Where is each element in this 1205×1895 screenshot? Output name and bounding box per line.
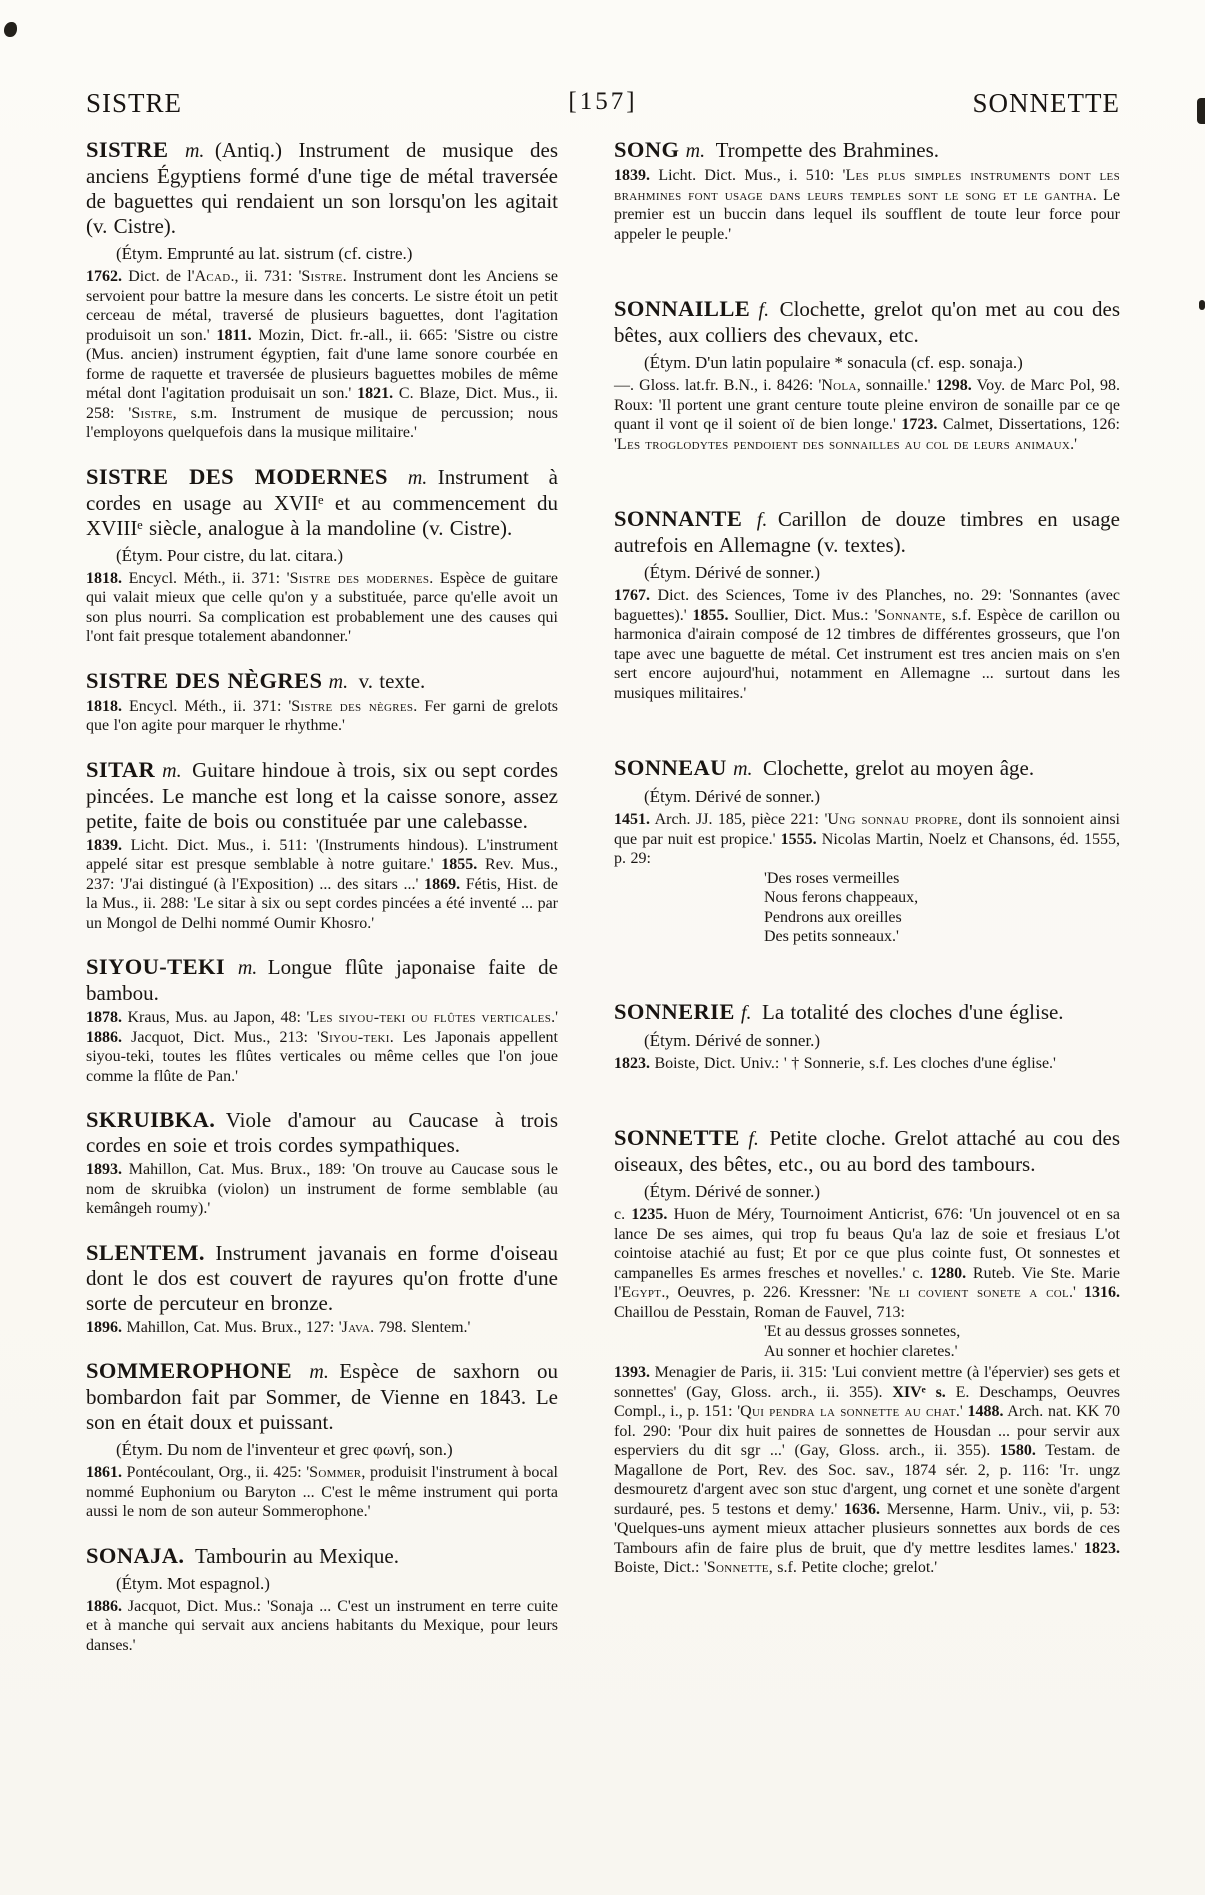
entry-headword: SONNEAU [614,755,727,780]
entry-definition [86,1358,558,1435]
entry-headword: SONNAILLE [614,296,751,321]
verse-line: 'Et au dessus grosses sonnetes, [764,1323,961,1340]
entry-definition-text: Longue flûte japonaise faite de bambou. [86,955,559,1005]
entry-pos: m. [162,759,182,782]
entry-pos: m. [407,466,428,489]
entry-pos: m. [685,140,706,162]
entry-citations: 1893. Mahillon, Cat. Mus. Brux., 189: 'On trouve au Caucase sous le nom de skruibka (violon) un instrument de forme semblable (au kemângeh roumy).' [86,1161,558,1217]
entry-headword: SISTRE [86,137,169,162]
entry-etymology: (Étym. Mot espagnol.) [116,1573,270,1593]
entry-headword: SLENTEM. [86,1239,205,1265]
entry-citations: 1762. Dict. de l'Acad., ii. 731: 'Sistre. Instrument dont les Anciens se servoient pour battre la mesure dans les concerts. Le sistre étoit un petit cerceau de métal, traversé de plusieurs baguettes, dont l'agitation produisoit un son.' 1811. Mozin, Dict. fr.-all., ii. 665: 'Sistre ou cistre (Mus. ancien) instrument égyptien, fait d'une lame sonore courbée en forme de raquette et traversée de plusieurs baguettes mobiles de même métal dont l'agitation produisait un son.' 1821. C. Blaze, Dict. Mus., ii. 258: 'Sistre, s.m. Instrument de musique de percussion; nous l'employons quelquefois dans la musique militaire.' [86,268,559,441]
entry-etymology: (Étym. Dérivé de sonner.) [644,1030,821,1050]
verse-line: Pendrons aux oreilles [764,908,902,926]
entry-headword: SONAJA. [86,1542,185,1568]
verse-line: Au sonner et hochier claretes.' [764,1342,958,1360]
entry-headword: SIYOU-TEKI [86,954,226,979]
entry-citations: c. 1235. Huon de Méry, Tournoiment Anticrist, 676: 'Un jouvencel ot en sa lance De ses aimes, qui trop fu beaus Qu'a laz de soie et fresiaus L'ot cointoise atachié au fust; Et por ce que plus cointe fust, Ot sonnestes et campanelles Es armes fresches et novelles.' c. 1280. Ruteb. Vie Ste. Marie l'Egypt., Oeuvres, p. 226. Kressner: 'Ne li covient sonete a col.' 1316. Chaillou de Pesstain, Roman de Fauvel, 713: [614,1206,1121,1321]
entry-definition-text: Clochette, grelot qu'on met au cou des bêtes, aux colliers des chevaux, etc. [614,297,1120,347]
entry-sonnante [614,506,1120,703]
entry-definition [86,137,558,239]
entry-sistre-des-modernes [86,464,558,647]
entry-sonaja [86,1543,558,1656]
ink-speck [4,22,17,37]
entry-citations: 1393. Menagier de Paris, ii. 315: 'Lui convient mettre (à l'épervier) ses gets et sonnettes' (Gay, Gloss. arch., ii. 355). XIVᵉ s. E. Deschamps, Oeuvres Compl., i., p. 151: 'Qui pendra la sonnette au chat.' 1488. Arch. nat. KK 70 fol. 290: 'Pour dix huit paires de sonnettes de Housdan ... pour servir aux esperviers du dit sgr ...' (Gay, Gloss. arch., ii. 355). 1580. Testam. de Magallone de Port, Rev. des Soc. sav., 1874 sér. 2, p. 116: 'It. ungz desmouretz d'argent avec son stuc d'argent, ung cornet et une sonète d'argent surdauré, pes. 5 testons et demy.' 1636. Mersenne, Harm. Univ., vii, p. 53: 'Quelques-uns ayment mieux attacher plusieurs sonnettes aux bords de ces Tambours afin de faire plus de bruit, que d'y mettre lesdites lames.' 1823. Boiste, Dict.: 'Sonnette, s.f. Petite cloche; grelot.' [614,1364,1121,1576]
entry-etymology: (Étym. Dérivé de sonner.) [644,787,821,806]
entry-citations: 1878. Kraus, Mus. au Japon, 48: 'Les siyou-teki ou flûtes verticales.' 1886. Jacquot, Dict. Mus., 213: 'Siyou-teki. Les Japonais appellent siyou-teki, toutes les flûtes verticales ou même celles que l'on joue comme la flûte de Pan.' [86,1009,559,1085]
header-left-word: SISTRE [86,88,183,118]
entry-pos: m. [309,1361,329,1383]
entry-citations: 1767. Dict. des Sciences, Tome iv des Planches, no. 29: 'Sonnantes (avec baguettes).' 1855. Soullier, Dict. Mus.: 'Sonnante, s.f. Espèce de carillon ou harmonica d'airain composé de 12 timbres de différentes grosseurs, que l'on tape avec une baguette de métal. Cet instrument est tres ancien mais on s'en sert encore aujourd'hui, notamment en Allemagne ... surtout dans les musiques militaires.' [614,587,1121,702]
entry-citations: 1839. Licht. Dict. Mus., i. 510: 'Les plus simples instruments dont les brahmines font usage dans leurs temples sont le song et le gantha. Le premier est un buccin dans lequel ils soufflent de toute leur force pour appeler le peuple.' [614,167,1121,243]
entry-pos: f. [756,509,768,531]
entry-definition [614,999,1120,1026]
entry-sitar [86,757,558,934]
entry-sonnette [614,1125,1120,1578]
quote-verse [764,1322,1120,1361]
entry-sonnaille [614,296,1120,454]
entry-headword: SOMMEROPHONE [86,1358,293,1383]
entry-citations: 1451. Arch. JJ. 185, pièce 221: 'Ung sonnau propre, dont ils sonnoient ainsi que par nuit est propice.' 1555. Nicolas Martin, Noelz et Chansons, éd. 1555, p. 29: [614,811,1121,867]
entry-definition-text: v. texte. [358,668,426,693]
entry-etymology: (Étym. Du nom de l'inventeur et grec φωνή, son.) [116,1440,453,1459]
entry-definition [86,757,558,834]
entry-definition [614,1125,1120,1177]
entry-etymology: (Étym. Dérivé de sonner.) [644,563,821,582]
entry-etymology: (Étym. Pour cistre, du lat. citara.) [116,545,344,565]
entry-citations: 1839. Licht. Dict. Mus., i. 511: '(Instruments hindous). L'instrument appelé sitar est presque semblable à notre guitare.' 1855. Rev. Mus., 237: 'J'ai distingué (à l'Exposition) ... des sitars ...' 1869. Fétis, Hist. de la Mus., ii. 288: 'Le sitar à six ou sept cordes pincées a été inventé ... par un Mongol de Delhi nommé Oumir Khosro.' [86,836,559,932]
verse-line: Des petits sonneaux.' [764,928,899,945]
entry-etymology: (Étym. Emprunté au lat. sistrum (cf. cistre.) [116,244,413,263]
entry-definition [86,668,558,695]
entry-etymology: (Étym. Dérivé de sonner.) [644,1182,821,1201]
entry-definition-text: Carillon de douze timbres en usage autrefois en Allemagne (v. textes). [614,507,1120,557]
entry-definition [614,755,1120,782]
entry-song [614,137,1120,244]
entry-definition-text: Clochette, grelot au moyen âge. [763,756,1035,780]
entry-citations: —. Gloss. lat.fr. B.N., i. 8426: 'Nola, sonnaille.' 1298. Voy. de Marc Pol, 98. Roux: 'Il portent une grant centure toute pleine environ de sonaille par ce qe quant il vont qe il soient oï de bien longe.' 1723. Calmet, Dissertations, 126: 'Les troglodytes pendoient des sonnailles au col de leurs animaux.' [614,377,1121,453]
two-column-body [86,137,1120,1676]
entry-definition [614,296,1120,348]
verse-line: Nous ferons chappeaux, [764,889,919,906]
entry-sonnerie [614,999,1120,1074]
entry-definition-text: (Antiq.) Instrument de musique des anciens Égyptiens formé d'une tige de métal traversée de baguettes qui rendaient un son lorsqu'on les agitait (v. Cistre). [86,138,559,238]
entry-headword: SITAR [86,756,156,782]
left-column [86,137,558,1676]
entry-definition [614,506,1120,558]
entry-definition [86,1240,558,1316]
entry-pos: f. [748,1128,759,1150]
entry-headword: SISTRE DES NÈGRES [86,667,323,693]
page-number: [157] [568,88,638,115]
entry-definition-text: Petite cloche. Grelot attaché au cou des oiseaux, des bêtes, etc., ou au bord des tambours. [614,1126,1121,1176]
entry-citations: 1861. Pontécoulant, Org., ii. 425: 'Sommer, produisit l'instrument à bocal nommé Euphonium ou Baryton ... C'est le même instrument qui porta aussi le nom de son auteur Sommerophone.' [86,1464,559,1520]
ink-speck [1199,300,1205,310]
entry-definition-text: Trompette des Brahmines. [715,138,940,162]
entry-definition-text: La totalité des cloches d'une église. [762,999,1064,1024]
entry-headword: SONG [614,137,680,162]
right-column [614,137,1120,1676]
entry-pos: m. [328,670,349,693]
entry-definition-text: Guitare hindoue à trois, six ou sept cordes pincées. Le manche est long et la caisse sonore, assez petite, faite de bois ou constituée par une calebasse. [86,757,559,833]
ink-speck [1197,98,1205,124]
entry-sommerophone [86,1358,558,1522]
page-header [86,88,1120,119]
entry-headword: SONNERIE [614,998,735,1024]
entry-skruibka [86,1107,558,1219]
entry-pos: m. [733,758,753,780]
entry-definition-text: Espèce de saxhorn ou bombardon fait par Sommer, de Vienne en 1843. Le son en était doux et puissant. [86,1359,558,1434]
entry-etymology: (Étym. D'un latin populaire * sonacula (cf. esp. sonaja.) [644,353,1023,372]
entry-pos: f. [758,299,770,321]
entry-headword: SONNANTE [614,506,743,531]
entry-sonneau [614,755,1120,947]
entry-headword: SISTRE DES MODERNES [86,463,388,489]
entry-pos: m. [184,140,205,162]
entry-citations: 1818. Encycl. Méth., ii. 371: 'Sistre des nègres. Fer garni de grelots que l'on agite pour marquer le rhythme.' [86,697,558,734]
entry-citations: 1823. Boiste, Dict. Univ.: ' † Sonnerie, s.f. Les cloches d'une église.' [614,1054,1056,1072]
entry-definition-text: Viole d'amour au Caucase à trois cordes en soie et trois cordes sympathiques. [86,1108,558,1157]
entry-definition [614,137,1120,164]
entry-sistre [86,137,558,443]
entry-citations: 1886. Jacquot, Dict. Mus.: 'Sonaja ... C'est un instrument en terre cuite et à manche qui servait aux anciens habitants du Mexique, pour leurs danses.' [86,1597,558,1654]
entry-pos: m. [237,957,258,979]
entry-citations: 1896. Mahillon, Cat. Mus. Brux., 127: 'Java. 798. Slentem.' [86,1318,471,1336]
entry-pos: f. [740,1001,752,1024]
entry-headword: SONNETTE [614,1125,740,1150]
entry-definition [86,464,558,541]
entry-definition-text: Instrument javanais en forme d'oiseau dont le dos est couvert de rayures qu'on frotte d'une sorte de percuteur en bronze. [86,1240,558,1315]
verse-line: 'Des roses vermeilles [764,869,900,887]
entry-definition [86,1107,558,1158]
entry-definition-text: Instrument à cordes en usage au XVIIᵉ et au commencement du XVIIIᵉ siècle, analogue à la mandoline (v. Cistre). [86,464,558,540]
entry-siyou-teki [86,954,558,1086]
entry-definition [86,954,558,1006]
entry-headword: SKRUIBKA. [86,1107,216,1132]
entry-slentem [86,1240,558,1338]
entry-sistre-des-n-gres [86,668,558,736]
entry-definition-text: Tambourin au Mexique. [194,1543,400,1568]
quote-verse [764,869,1120,947]
entry-definition [86,1543,558,1569]
entry-citations: 1818. Encycl. Méth., ii. 371: 'Sistre des modernes. Espèce de guitare qui valait mieux que celle qu'on y a substituée, parce qu'elle avoit un son plus nourri. Sa complication est probablement une des causes qui l'ont fait presque totalement abandonner.' [86,569,558,645]
header-right-word: SONNETTE [972,88,1120,118]
